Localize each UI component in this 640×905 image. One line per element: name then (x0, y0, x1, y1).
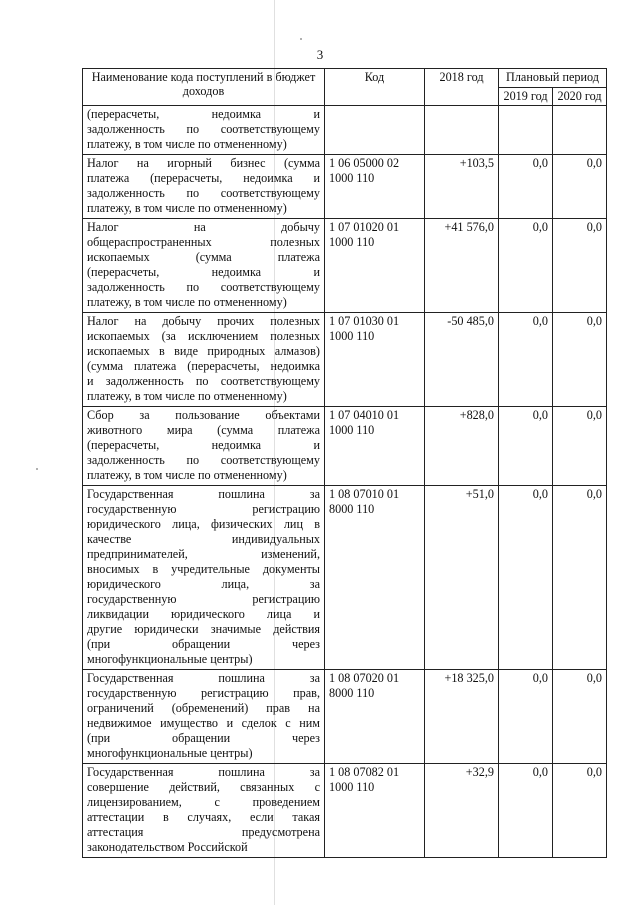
header-planned-period: Плановый период (499, 69, 607, 88)
row-2018-value: -50 485,0 (425, 313, 499, 407)
row-2019-value: 0,0 (499, 764, 553, 858)
scan-artifact-dot (300, 38, 302, 40)
row-name-line: платежу, в том числе по отмененному) (87, 137, 287, 151)
row-2018-value: +32,9 (425, 764, 499, 858)
row-name-line: Налог на игорный бизнес (сумма (87, 156, 320, 170)
row-name-line: государственную регистрацию прав, (87, 686, 320, 700)
header-2020: 2020 год (553, 88, 607, 106)
row-name-line: ископаемых в виде природных алмазов) (87, 344, 320, 358)
row-2020-value: 0,0 (553, 407, 607, 486)
page-number: 3 (316, 47, 324, 62)
table-row (83, 764, 607, 858)
row-name-cell (83, 486, 325, 670)
row-name-line: общераспространенных полезных (87, 235, 320, 249)
table-row (83, 313, 607, 407)
row-name-line: (сумма платежа (перерасчеты, недоимка (87, 359, 320, 373)
row-2020-value: 0,0 (553, 764, 607, 858)
row-name-line: платежу, в том числе по отмененному) (87, 389, 287, 403)
row-name-line: предпринимателей, изменений, (87, 547, 320, 561)
row-name-line: совершение действий, связанных с (87, 780, 320, 794)
row-name-line: (при обращении через (87, 731, 320, 745)
header-code: Код (325, 69, 425, 106)
revenue-table (82, 68, 607, 858)
row-name-line: животного мира (сумма платежа (87, 423, 320, 437)
row-name-line: платежа (перерасчеты, недоимка и (87, 171, 320, 185)
row-name-line: задолженность по соответствующему (87, 280, 320, 294)
row-name-cell (83, 155, 325, 219)
row-2020-value: 0,0 (553, 155, 607, 219)
scan-artifact-dot (36, 468, 38, 470)
row-name-line: аттестации в случаях, если такая (87, 810, 320, 824)
row-name-line: аттестация предусмотрена (87, 825, 320, 839)
row-code: 1 07 01020 01 1000 110 (325, 219, 425, 313)
row-name-line: (при обращении через (87, 637, 320, 651)
row-name-line: государственную регистрацию (87, 502, 320, 516)
row-2019-value (499, 106, 553, 155)
row-2019-value: 0,0 (499, 486, 553, 670)
row-code: 1 08 07010 01 8000 110 (325, 486, 425, 670)
row-2019-value: 0,0 (499, 219, 553, 313)
row-code: 1 08 07082 01 1000 110 (325, 764, 425, 858)
row-code: 1 07 01030 01 1000 110 (325, 313, 425, 407)
row-name-cell (83, 106, 325, 155)
table-header-row (83, 69, 607, 88)
row-name-line: недвижимое имущество и сделок с ним (87, 716, 320, 730)
row-2018-value: +828,0 (425, 407, 499, 486)
row-name-line: (перерасчеты, недоимка и (87, 265, 320, 279)
row-name-cell (83, 313, 325, 407)
table-row (83, 670, 607, 764)
table-row (83, 106, 607, 155)
row-name-line: Государственная пошлина за (87, 671, 320, 685)
row-2020-value: 0,0 (553, 313, 607, 407)
row-name-line: Сбор за пользование объектами (87, 408, 320, 422)
row-name-line: Государственная пошлина за (87, 765, 320, 779)
row-name-line: вносимых в учредительные документы (87, 562, 320, 576)
row-name-cell (83, 407, 325, 486)
row-name-line: юридического лица, физических лиц в (87, 517, 320, 531)
row-name-line: другие юридически значимые действия (87, 622, 320, 636)
row-2020-value: 0,0 (553, 486, 607, 670)
row-code (325, 106, 425, 155)
row-name-line: задолженность по соответствующему (87, 453, 320, 467)
header-name: Наименование кода поступлений в бюджет доходов (83, 69, 325, 106)
table-row (83, 407, 607, 486)
row-2019-value: 0,0 (499, 670, 553, 764)
row-name-line: ископаемых (сумма платежа (87, 250, 320, 264)
row-2018-value: +18 325,0 (425, 670, 499, 764)
row-name-line: задолженность по соответствующему (87, 186, 320, 200)
row-name-line: (перерасчеты, недоимка и (87, 438, 320, 452)
row-name-line: Налог на добычу прочих полезных (87, 314, 320, 328)
row-2019-value: 0,0 (499, 155, 553, 219)
row-2018-value: +51,0 (425, 486, 499, 670)
table-body (83, 106, 607, 858)
row-name-line: задолженность по соответствующему (87, 122, 320, 136)
row-name-cell (83, 764, 325, 858)
row-name-line: и задолженность по соответствующему (87, 374, 320, 388)
row-name-line: законодательством Российской (87, 840, 248, 854)
row-2019-value: 0,0 (499, 407, 553, 486)
row-name-line: ископаемых (за исключением полезных (87, 329, 320, 343)
header-2019: 2019 год (499, 88, 553, 106)
row-code: 1 07 04010 01 1000 110 (325, 407, 425, 486)
row-name-line: Налог на добычу (87, 220, 320, 234)
row-name-line: платежу, в том числе по отмененному) (87, 201, 287, 215)
row-name-line: юридического лица, за (87, 577, 320, 591)
row-name-line: платежу, в том числе по отмененному) (87, 468, 287, 482)
row-name-line: ликвидации юридического лица и (87, 607, 320, 621)
row-name-cell (83, 670, 325, 764)
row-2020-value: 0,0 (553, 670, 607, 764)
row-2020-value (553, 106, 607, 155)
row-2019-value: 0,0 (499, 313, 553, 407)
row-2020-value: 0,0 (553, 219, 607, 313)
row-name-line: качестве индивидуальных (87, 532, 320, 546)
row-name-line: Государственная пошлина за (87, 487, 320, 501)
header-2018: 2018 год (425, 69, 499, 106)
table-row (83, 219, 607, 313)
row-code: 1 06 05000 02 1000 110 (325, 155, 425, 219)
table-row (83, 486, 607, 670)
row-name-line: (перерасчеты, недоимка и (87, 107, 320, 121)
row-name-line: государственную регистрацию (87, 592, 320, 606)
row-name-line: многофункциональные центры) (87, 746, 253, 760)
row-2018-value (425, 106, 499, 155)
table-row (83, 155, 607, 219)
row-code: 1 08 07020 01 8000 110 (325, 670, 425, 764)
row-name-line: многофункциональные центры) (87, 652, 253, 666)
row-name-line: лицензированием, с проведением (87, 795, 320, 809)
row-name-line: ограничений (обременений) прав на (87, 701, 320, 715)
row-2018-value: +41 576,0 (425, 219, 499, 313)
row-name-cell (83, 219, 325, 313)
row-2018-value: +103,5 (425, 155, 499, 219)
row-name-line: платежу, в том числе по отмененному) (87, 295, 287, 309)
